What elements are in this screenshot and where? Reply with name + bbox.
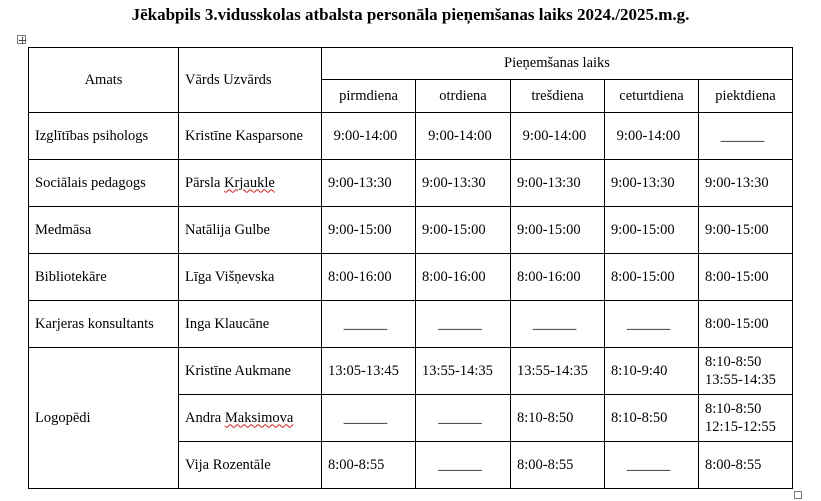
header-day-wednesday: trešdiena (511, 80, 605, 113)
role-cell: Logopēdi (29, 348, 179, 489)
time-cell: ______ (416, 395, 511, 442)
time-cell (699, 395, 793, 442)
time-cell: 8:00-8:55 (322, 442, 416, 489)
table-move-handle[interactable] (17, 35, 26, 44)
time-cell: 8:00-15:00 (605, 254, 699, 301)
time-cell: ______ (322, 395, 416, 442)
time-cell: 9:00-15:00 (322, 207, 416, 254)
time-line: 12:15-12:55 (705, 419, 776, 435)
time-cell: 9:00-13:30 (416, 160, 511, 207)
time-cell: ______ (605, 301, 699, 348)
role-cell: Karjeras konsultants (29, 301, 179, 348)
time-cell: ______ (511, 301, 605, 348)
time-cell: 13:55-14:35 (416, 348, 511, 395)
time-cell: 9:00-13:30 (322, 160, 416, 207)
time-cell: 8:00-15:00 (699, 301, 793, 348)
name-cell: Inga Klaucāne (179, 301, 322, 348)
role-cell: Bibliotekāre (29, 254, 179, 301)
time-line: 8:10-8:50 (705, 401, 762, 417)
header-day-friday: piektdiena (699, 80, 793, 113)
time-cell: 8:00-16:00 (416, 254, 511, 301)
time-line: 8:10-8:50 (705, 354, 762, 370)
time-cell: 9:00-15:00 (511, 207, 605, 254)
time-cell (699, 348, 793, 395)
time-cell: ______ (605, 442, 699, 489)
table-row (29, 254, 793, 301)
time-cell: 8:10-8:50 (511, 395, 605, 442)
time-cell: 9:00-15:00 (605, 207, 699, 254)
table-row (29, 207, 793, 254)
table-resize-handle[interactable] (794, 491, 802, 499)
time-cell: 13:05-13:45 (322, 348, 416, 395)
table-row (29, 160, 793, 207)
time-cell: 8:10-9:40 (605, 348, 699, 395)
time-cell: 9:00-13:30 (699, 160, 793, 207)
name-cell: Natālija Gulbe (179, 207, 322, 254)
name-cell (179, 160, 322, 207)
name-cell: Līga Višņevska (179, 254, 322, 301)
header-day-tuesday: otrdiena (416, 80, 511, 113)
name-first: Andra (185, 409, 225, 426)
time-cell: 9:00-13:30 (605, 160, 699, 207)
role-cell: Sociālais pedagogs (29, 160, 179, 207)
time-cell: 8:10-8:50 (605, 395, 699, 442)
table-row (29, 301, 793, 348)
table-row (29, 113, 793, 160)
time-cell: 9:00-15:00 (699, 207, 793, 254)
header-name: Vārds Uzvārds (179, 48, 322, 113)
header-day-thursday: ceturtdiena (605, 80, 699, 113)
time-cell: 8:00-8:55 (511, 442, 605, 489)
name-cell: Vija Rozentāle (179, 442, 322, 489)
table-row (29, 348, 793, 395)
time-cell: 8:00-16:00 (322, 254, 416, 301)
time-line: 13:55-14:35 (705, 372, 776, 388)
time-cell: 8:00-16:00 (511, 254, 605, 301)
header-day-monday: pirmdiena (322, 80, 416, 113)
name-first: Pārsla (185, 174, 225, 191)
time-cell: 8:00-8:55 (699, 442, 793, 489)
time-cell: 9:00-15:00 (416, 207, 511, 254)
time-cell: 13:55-14:35 (511, 348, 605, 395)
document-title: Jēkabpils 3.vidusskolas atbalsta personāla pieņemšanas laiks 2024./2025.m.g. (131, 5, 690, 24)
name-last-misspelled: Maksimova (224, 409, 294, 426)
name-cell: Kristīne Kasparsone (179, 113, 322, 160)
time-cell: ______ (322, 301, 416, 348)
name-last-misspelled: Krjaukle (224, 174, 275, 191)
header-role: Amats (29, 48, 179, 113)
move-arrows-icon (18, 36, 27, 45)
time-cell: 9:00-14:00 (605, 113, 699, 160)
time-cell: 9:00-14:00 (416, 113, 511, 160)
time-cell: 9:00-14:00 (511, 113, 605, 160)
name-cell: Kristīne Aukmane (179, 348, 322, 395)
time-cell: 9:00-14:00 (322, 113, 416, 160)
time-cell: ______ (699, 113, 793, 160)
header-reception-hours: Pieņemšanas laiks (322, 48, 793, 80)
time-cell: ______ (416, 442, 511, 489)
name-cell (179, 395, 322, 442)
time-cell: 8:00-15:00 (699, 254, 793, 301)
role-cell: Medmāsa (29, 207, 179, 254)
role-cell: Izglītības psihologs (29, 113, 179, 160)
time-cell: ______ (416, 301, 511, 348)
time-cell: 9:00-13:30 (511, 160, 605, 207)
schedule-table (28, 47, 793, 489)
